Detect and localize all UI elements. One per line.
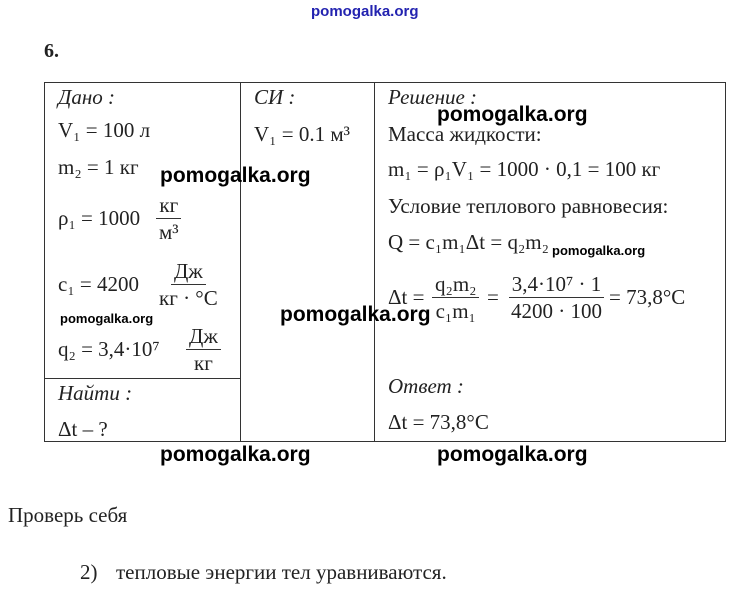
watermark-1[interactable]: pomogalka.org [437,103,588,126]
given-rho1: ρ₁ = 1000 [58,206,141,230]
table-divider-given-si [240,82,241,442]
given-c1-unit-num: Дж [171,258,206,285]
find-value: Δt – ? [58,417,108,441]
problem-number: 6. [44,40,59,62]
check-item-number: 2) [80,560,98,584]
solution-frac2 [508,271,605,324]
given-q2: q₂ = 3,4·10⁷ [58,337,160,361]
given-rho1-unit-num: кг [156,192,181,219]
given-c1-unit-den: кг · °C [159,286,218,310]
solution-header: Решение : [388,85,478,109]
given-header: Дано : [58,85,116,109]
watermark-5[interactable]: pomogalka.org [280,303,431,326]
check-title: Проверь себя [8,503,128,527]
watermark-2[interactable]: pomogalka.org [160,164,311,187]
given-q2-unit-num: Дж [186,323,221,350]
si-v1: V₁ = 0.1 м³ [254,122,350,146]
given-q2-unit-den: кг [194,351,213,375]
solution-frac2-den: 4200 · 100 [511,299,602,323]
table-divider-si-solution [374,82,375,442]
given-rho1-unit [156,192,182,245]
solution-frac1 [432,271,479,324]
solution-frac2-num: 3,4·10⁷ · 1 [509,271,605,298]
solution-line3: Условие теплового равновесия: [388,194,669,218]
answer-header: Ответ : [388,374,464,398]
given-m2: m₂ = 1 кг [58,155,139,179]
solution-line2: m₁ = ρ₁V₁ = 1000 · 0,1 = 100 кг [388,157,661,181]
given-c1: c₁ = 4200 [58,272,139,296]
solution-result: = 73,8°C [609,285,686,309]
find-header: Найти : [58,381,133,405]
watermark-top[interactable]: pomogalka.org [311,3,419,20]
watermark-6[interactable]: pomogalka.org [160,443,311,466]
solution-frac1-den: c₁m₁ [435,299,476,323]
answer-value: Δt = 73,8°C [388,410,489,434]
solution-line4: Q = c₁m₁Δt = q₂m₂ [388,230,549,254]
watermark-3[interactable]: pomogalka.org [552,243,646,258]
solution-frac1-num: q₂m₂ [432,271,479,298]
check-item-text: тепловые энергии тел уравниваются. [116,560,447,584]
given-v1: V₁ = 100 л [58,118,151,142]
si-header: СИ : [254,85,296,109]
solution-dt-lhs: Δt = [388,285,425,309]
given-rho1-unit-den: м³ [159,220,179,244]
solution-line1: Масса жидкости: [388,122,542,146]
table-divider-find [44,378,240,379]
watermark-4[interactable]: pomogalka.org [60,311,154,326]
watermark-7[interactable]: pomogalka.org [437,443,588,466]
given-c1-unit [156,258,221,311]
solution-eq: = [487,285,499,309]
given-q2-unit [186,323,221,376]
